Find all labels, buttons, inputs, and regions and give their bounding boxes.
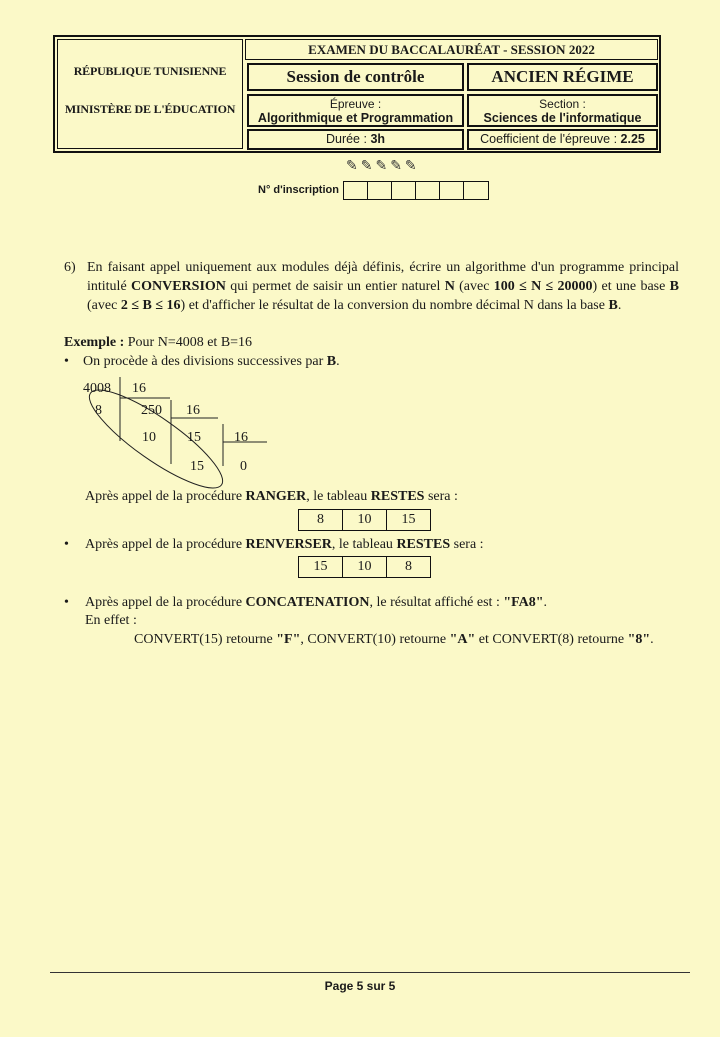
restes-table-renverser — [298, 556, 431, 578]
country-name: RÉPUBLIQUE TUNISIENNE — [73, 64, 227, 78]
bullet-text: . — [336, 354, 340, 369]
inscription-boxes — [343, 181, 489, 200]
proc-concatenation: CONCATENATION — [245, 595, 370, 610]
bullet-dot: • — [64, 595, 69, 610]
q-text: qui permet de saisir un entier naturel — [225, 279, 445, 294]
question-6 — [64, 258, 679, 315]
regime: ANCIEN RÉGIME — [467, 63, 658, 91]
divisor-2: 16 — [186, 403, 200, 418]
inscription-box — [368, 182, 392, 199]
convert-text: . — [650, 632, 654, 647]
section-cell — [467, 94, 658, 127]
section-value: Sciences de l'informatique — [483, 111, 642, 125]
remainder-2: 10 — [142, 430, 156, 445]
footer-divider — [50, 972, 690, 973]
question-number: 6) — [64, 260, 76, 275]
duree-cell — [247, 129, 464, 150]
array-restes: RESTES — [396, 537, 451, 552]
restes-cell: 10 — [343, 510, 387, 531]
coef-value: 2.25 — [620, 132, 645, 146]
exam-title: EXAMEN DU BACCALAURÉAT - SESSION 2022 — [245, 39, 658, 60]
inscription-box — [344, 182, 368, 199]
ranger-text: sera : — [424, 489, 458, 504]
epreuve-cell — [247, 94, 464, 127]
pencil-icons: ✎✎✎✎✎ — [346, 159, 420, 174]
en-effet: En effet : — [85, 613, 137, 628]
bullet-text: On procède à des divisions successives par — [83, 354, 327, 369]
epreuve-value: Algorithmique et Programmation — [257, 111, 454, 125]
example-line — [64, 335, 252, 351]
ranger-text: , le tableau — [306, 489, 371, 504]
dividend-2: 250 — [141, 403, 162, 418]
divisor-3: 16 — [234, 430, 248, 445]
concat-text: . — [543, 595, 548, 610]
convert-text: et CONVERT(8) retourne — [475, 632, 628, 647]
page-number: Page 5 sur 5 — [324, 979, 396, 993]
convert-explanation — [134, 632, 654, 648]
renverser-sentence — [64, 537, 484, 553]
coef-label: Coefficient de l'épreuve : — [480, 132, 621, 146]
dividend-1: 4008 — [83, 381, 111, 396]
ministry-name: MINISTÈRE DE L'ÉDUCATION — [64, 102, 236, 116]
convert-value: "8" — [627, 632, 651, 647]
duree-value: 3h — [370, 132, 386, 146]
q-text: ) et une base — [592, 279, 670, 294]
bullet-dot: • — [64, 354, 69, 369]
convert-text: CONVERT(15) retourne — [134, 632, 277, 647]
q-text: . — [617, 298, 622, 313]
inscription-box — [464, 182, 488, 199]
inscription-box — [416, 182, 440, 199]
var-n: N — [444, 279, 455, 294]
coef-cell — [467, 129, 658, 150]
remainder-3: 15 — [190, 459, 204, 474]
inscription-box — [392, 182, 416, 199]
q-text: En faisant appel uniquement aux modules déjà définis, écrire un algorithme d'un programme principal intitulé — [87, 260, 679, 294]
restes-table-ranger — [298, 509, 431, 531]
inscription-box — [440, 182, 464, 199]
program-name: CONVERSION — [130, 279, 226, 294]
inscription-label: N° d'inscription — [258, 184, 339, 196]
header-left-cell — [57, 39, 243, 149]
quotient-3: 0 — [240, 459, 247, 474]
b-range: 2 ≤ B ≤ 16 — [120, 298, 181, 313]
renverser-text: Après appel de la procédure — [85, 537, 246, 552]
concat-text: Après appel de la procédure — [85, 595, 246, 610]
q-text: (avec — [87, 298, 121, 313]
ranger-sentence — [85, 489, 458, 505]
var-b: B — [326, 354, 337, 369]
example-label: Exemple : — [64, 335, 125, 350]
restes-cell: 15 — [387, 510, 431, 531]
epreuve-label: Épreuve : — [329, 97, 382, 111]
dividend-3: 15 — [187, 430, 201, 445]
restes-cell: 15 — [299, 557, 343, 578]
concat-sentence — [64, 595, 547, 611]
array-restes: RESTES — [370, 489, 425, 504]
n-range: 100 ≤ N ≤ 20000 — [493, 279, 593, 294]
proc-ranger: RANGER — [245, 489, 307, 504]
session-type: Session de contrôle — [247, 63, 464, 91]
var-b: B — [669, 279, 680, 294]
renverser-text: sera : — [450, 537, 484, 552]
ranger-text: Après appel de la procédure — [85, 489, 246, 504]
section-label: Section : — [539, 97, 586, 111]
example-text: Pour N=4008 et B=16 — [124, 335, 253, 350]
q-text: ) et d'afficher le résultat de la conversion du nombre décimal N dans la base — [180, 298, 609, 313]
duree-label: Durée : — [325, 132, 371, 146]
bullet-divisions — [64, 354, 340, 370]
convert-value: "F" — [276, 632, 301, 647]
division-diagram — [70, 374, 280, 489]
bullet-dot: • — [64, 537, 69, 552]
convert-value: "A" — [449, 632, 476, 647]
convert-text: , CONVERT(10) retourne — [300, 632, 450, 647]
var-b: B — [608, 298, 618, 313]
restes-cell: 8 — [299, 510, 343, 531]
proc-renverser: RENVERSER — [245, 537, 332, 552]
remainder-1: 8 — [95, 403, 102, 418]
q-text: (avec — [454, 279, 494, 294]
renverser-text: , le tableau — [331, 537, 397, 552]
restes-cell: 8 — [387, 557, 431, 578]
restes-cell: 10 — [343, 557, 387, 578]
divisor-1: 16 — [132, 381, 146, 396]
concat-text: , le résultat affiché est : — [369, 595, 504, 610]
concat-result: "FA8" — [503, 595, 544, 610]
